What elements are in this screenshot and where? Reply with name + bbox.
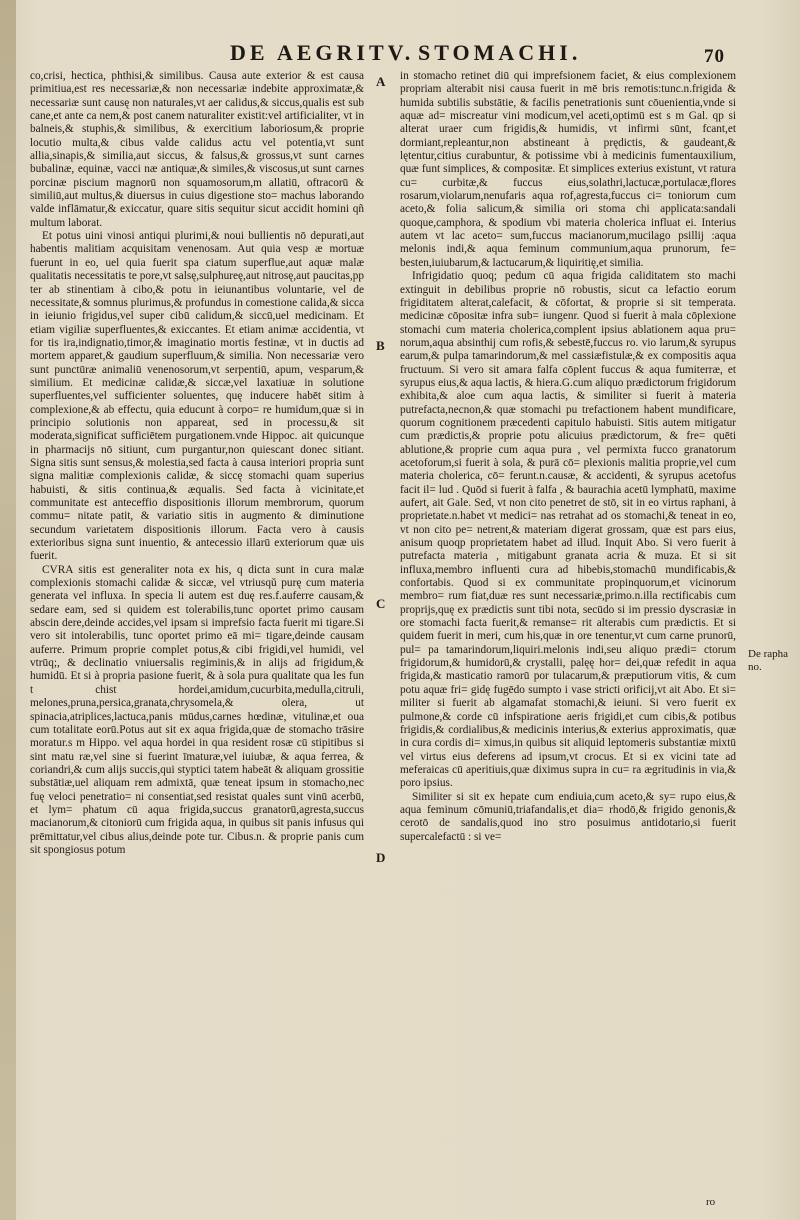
right-paragraph: Infrigidatio quoq; pedum cū aqua frigida caliditatem sto machi extinguit in debilibus proprie nō robustis, sicut ca lefactio eorum frigiditatem alterat,calefacit, & cōfortat, & proprie si sit temperata. medicinæ cōpositæ infra sub= iungenr. Quod si fuerit à mala cōplexione stomachi cum materia cholerica,complent ipsius ablationem aqua pru= norum,aqua absinthij cum rofis,& sebestē,fuccus ro. vio larum,& syrupus earum,& pulpa tamarindorum,& mel cassiæfistulæ,& ex compositis aqua fructuum. Si vero sit amara falfa cōplent fuccus & aqua fumiterræ, et syrupus eius,& aqua lactis, & hiera.G.cum aliquo prædictorum frigidorum exhibita,& aloe cum aqua lactis, & similiter si fuerit à materia putrefacta,necnon,& quæ stomachi pu trefactionem habent mundificare, quorum cognitionem præcedenti capitulo habuisti. Sitis autem mitigatur cum prædictis,& proprie potu alicuius prædictorum, & fre= quēti ablutione,& proprie cum aqua pura , vel permixta fucco granatorum acetoforum,si fuerit à sola, & purā cō= plexionis malitia proprie,vel cum materia cholerica, cō= ferunt.n.causæ, & accidenti, & syrupus acetofus facit il= lud . Quōd si fuerit à falfa , & baurachia acetū lymphatū, maxime aufert, ait Gale. Sed, vt non cito penetret de stō, sit in eo virtus raphani, à proprietate.n.habet vt medici= nas retrahat ad os stomachi,& teneat in eo, vt non cito pe= netrent,& materiam digerat grossam, quæ est pars eius, anisum quoqp proprietatem habet ad illud. Inquit Abo. Si vero fuerit à putrefacta materia , mitigabunt granata acria & muza. Et si sit influxa,membro influenti cura ad hibebis,stomachū mundificabis,& confortabis. Quod si ex communitate propinquorum,et vicinorum membro= rum fiat,duæ res sunt necessariæ,primo.n.illa rectificabis cum proprijs,quę ex prædictis sunt tibi nota, secūdo si im pressio dyscrasiæ in ore stomachi facta fuerit,& remanse= rit alterabis cum prædictis. Et si quidem fuerit in meri, cum his,quæ in ore tenentur,vt cum carne prunorū, pul= pa tamarindorum,liquiri.melonis indi,seu aliquo prædi= ctorum frigidorum,& humidorū,& crystalli, palęę hor= dei,quæ refedit in aqua frigida,& masticatio ramorū por tulacarum,& præputiorum vitis, & cum potu aquæ fri= gidę fugēdo sumpto i vase stricti orificij,vt ait Abo. Et si= militer si fuerit ab algamafat stomachi,& ieiuni. Si vero fuerit ex pulmone,& corde cū infspiratione aeris frigidi,et cum cibis,& potibus frigidis,& cordialibus,& medicinis interius,& exterius approximatis, quæ in cura cordis di= ximus,in quibus sit aliquid leptomeris substantiæ mixtū vel virtus eius deferens ad ipsum,vt crocus. Et si ex vicini tate ad meferaicas cū aperitiuis,quæ diximus supra in cu= ra ægritudinis in via,& poro ipsius. xyxy=(400,270,736,790)
section-marker-b: B xyxy=(376,338,385,353)
section-marker-d: D xyxy=(376,850,386,865)
section-marker-a: A xyxy=(376,74,386,89)
running-header xyxy=(230,40,750,68)
catchword: ro xyxy=(706,1196,716,1208)
left-paragraph: Et potus uini vinosi antiqui plurimi,& noui bullientis nō depurati,aut habentis malitiam acquisitam venenosam. Aut quia vesp æ mortuæ fuerunt in eo, uel quia fuerit spa ciatum superflue,aut aquæ malæ qualitatis necessitatis te pore,vt salsę,sulphureę,aut nitrosę,aut paucitas,pp ter ab stinentiam à cibo,& potu in ieiunantibus voluntarie, vel de necessitate,& somnus plurimus,& profundus in comestione calida,& sicca in ieiunio frigidus,vel super cibū calidum,& siccū,uel medicinam. Et etiam vigiliæ superfluentes,& exiccantes. Et etiam animæ accidentia, vt for tis ira,indignatio,timor,& imaginatio mortis festinæ, vt in ductis ad mortem apparet,& gaudium superfluum,& similia. Non necessariæ vero sunt punctūræ animaliū venenosorum,vt serpentiū, apum, vesparum,& similium. Et medicinæ calidæ,& siccæ,vel laxatiuæ in solutione superfluentes,vel sufficienter soluentes, quę inducere habēt sitim à complexione,& ab effectu, quia educunt à corpo= re humidum,quæ si in principio solutionis non appareat, sed in processu,& sit moderata,significat sufficiētem purgationem.vnde Hippoc. ait quicunque in pharmacijs nō sitiunt, cum purgantur,non quiescant donec sitiant. Signa sitis sunt sensus,& molestia,sed facta à causa interiori propria sunt signa malitiæ complexionis calidæ, & siccę stomachi quam superius habuisti, & sitis continua,& æqualis. Sed facta à vicinitate,et communitate est anteceffio dispositionis illorum membrorum, quorum commu= nitate patit, & variatio sitis in augmento & diminutione secundum varietatem dispositionis illorum. Facta vero à causis exterioribus signa sunt inuentio, & antecessio illarū exteriorum quæ uis fuerit. xyxy=(30,230,364,563)
right-paragraph: in stomacho retinet diū qui imprefsionem faciet, & eius complexionem propriam alterabit nisi causa fuerit in mē bris remotis:tunc.n.frigida & humida subtilis substātie, & facilis penetrationis sunt cōuenientia,vnde si aquæ ad= miscreatur vini modicum,vel aceti,optimū est s m Gal. qp si alterat uraer cum frigidis,& humidis, vt infirmi sūnt, fcant,et dormiant,repleantur,non abstineant à prędictis, & gaudeant,& lętentur,citius curabuntur, & potissime vbi à medicinis fumentauxilium, quæ funt simplices, & compositæ. Et simplices exterius existunt, vt ratura cu= curbitæ,& fuccus eius,solathri,lactucæ,portulacæ,flores rosarum,violarum,nenufaris aqua rof,agresta,fuccus ci= toniorum cum aceto,& folia salicum,& similia ori stoma chi applicata:sandali quoque,camphora, & spodium vbi materia cholerica influat ei. Interius autem vt lac aceto= sum,fuccus macianorum,mucilago psillij :aqua melonis indi,& aqua feminum communium,aqua prunorum, fe= besten,iuiubarum,& lactucarum,& liquiritię,et similia. xyxy=(400,70,736,269)
right-paragraph: Similiter si sit ex hepate cum endiuia,cum aceto,& sy= rupo eius,& aqua feminum cōmuniū,triafandalis,et dia= rhodō,& frigido genonis,& cerotō de sandalis,quod ino stro posuimus antidotario,si fuerit supercalefactū : si ve= xyxy=(400,790,736,843)
page-edge-stain xyxy=(0,0,16,1220)
header-left: DE AEGRITV. xyxy=(230,40,415,65)
section-marker-c: C xyxy=(376,596,386,611)
left-paragraph: CVRA sitis est generaliter nota ex his, q dicta sunt in cura malæ complexionis stomachi calidæ & siccæ, vel vtriusqǔ purę cum materia generata vel influxa. In specia li autem est duę res.f.auferre causam,& sedare eam, sed si quidem est tolerabilis,tunc oportet primo causam abscin dere,deinde accides,vel ipsam si imprefsio facta fuerit mi tigare.Si vero sit intolerabilis, tunc oportet primo eā mi= tigare,deinde causam auferre. Primum proprie complet potus,& cibi frigidi,vel humidi, vel vtrūq;, & declinatio vniuersalis regiminis,& in alijs ad frigidum,& humidū. Et si à propria pasione fuerit, & à sola pura qualitate qua les fun t chist hordei,amidum,cucurbita,medulla,citruli, melones,pruna,persica,granata,chrysomela,& olera, ut spinacia,atriplices,lactuca,panis mūdus,carnes hœdinæ, vitulinæ,et oua cum totalitate eorū.Potus aut sit ex aqua frigida,quæ de stomacho trāsire moratur.s m Hippo. vel aqua hordei in qua resident rosæ cū stipitibus si sint matu ræ,vel sine si fuerint īmaturæ,vel iuiubæ, & aqua ferrea, & coriandri,& cum alijs succis,qui styptici tatem habeāt & aliquam grossitie substātiæ,uel aliquam rem admixtā, quæ teneat ipsum in stomacho,nec fuę veloci penetratio= ni consentiat,sed resistat quales sunt vinū acerbū, et lym= phatum cū aqua frigida,succus granatorū,agresta,succus macianorum,& citoniorū cum frigida aqua, in quibus sit panis infusus qui prēmittatur,vel cibus alius,deinde pote tur. Cibus.n. & proprie panis cum sit spongiosus potum xyxy=(30,563,364,856)
page-number: 70 xyxy=(704,46,725,67)
left-paragraph: co,crisi, hectica, phthisi,& similibus. Causa aute exterior & est causa primitiua,est res necessariæ,& non necessariæ indebite approximatæ,& necessariæ sunt causę non naturales,vt aer calidus,& siccus,qualis est sub cane,et ante ca nem,& post canem naturaliter existit:vel artificialiter, vt in balneis,& stuphis,& similibus, & exercitium laboriosum,& proprie locutio multa,& cibus valde calidus actu vel potentia,vt sunt allia,sinapis,& similia,aut siccus, & falsus,& grossus,vt sunt carnes bubalinæ, equinæ, vacci næ antiquæ,& similes,& viscosus,ut sunt carnes porcinæ piscium magnorū non squamosorum,m allatiū, oftracorū & similiū,aut multus,& diuersus in cuius digestione sto= machus laborando valde inflāmatur,& exiccatur, quare sitis sequitur sicut accidit homini qñ multum laborat. xyxy=(30,70,364,229)
header-middle: STOMACHI. xyxy=(418,40,582,65)
left-column xyxy=(30,70,364,857)
margin-note: De rapha no. xyxy=(748,648,789,673)
right-column xyxy=(400,70,736,844)
